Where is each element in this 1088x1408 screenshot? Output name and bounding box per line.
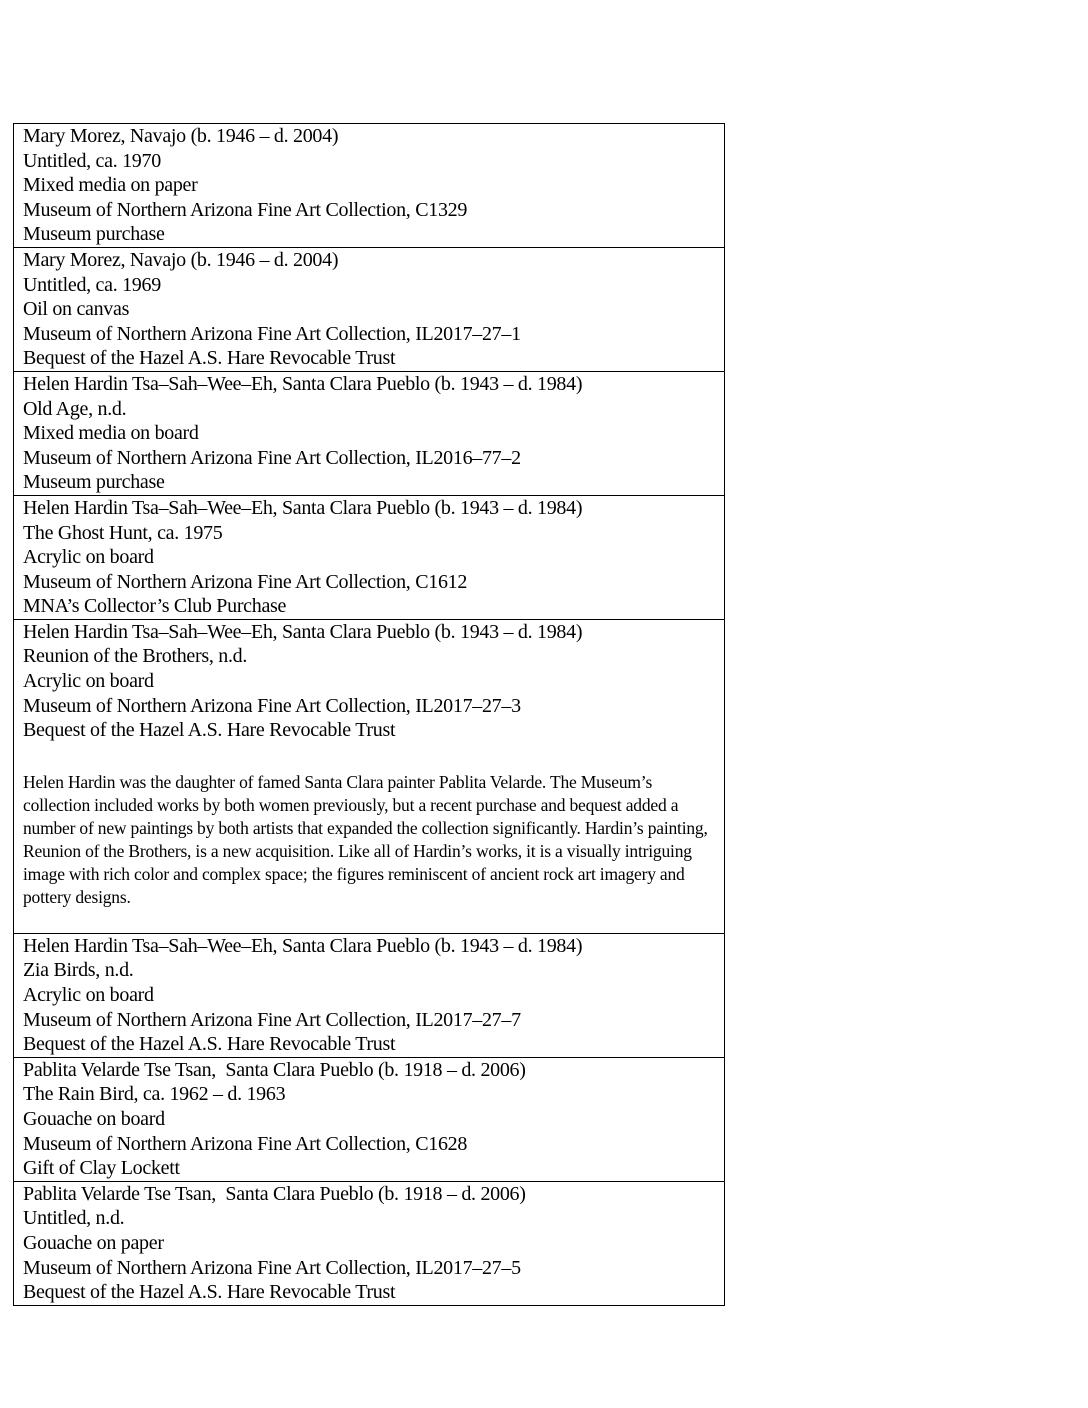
artist-line: Pablita Velarde Tse Tsan, Santa Clara Pueblo (b. 1918 – d. 2006): [23, 1058, 526, 1081]
collection-line: Museum of Northern Arizona Fine Art Collection, C1628: [23, 1132, 468, 1155]
collection-line: Museum of Northern Arizona Fine Art Collection, C1612: [23, 570, 468, 593]
title-line: Untitled, ca. 1969: [23, 273, 161, 296]
artwork-entry: [14, 1057, 724, 1181]
collection-line: Museum of Northern Arizona Fine Art Collection, IL2017–27–3: [23, 694, 521, 717]
medium-line: Mixed media on board: [23, 422, 199, 445]
collection-line: Museum of Northern Arizona Fine Art Collection, IL2017–27–7: [23, 1008, 521, 1031]
medium-line: Gouache on board: [23, 1108, 165, 1130]
artist-line: Helen Hardin Tsa–Sah–Wee–Eh, Santa Clara Pueblo (b. 1943 – d. 1984): [23, 372, 583, 395]
credit-line: Bequest of the Hazel A.S. Hare Revocable Trust: [23, 719, 396, 742]
title-line: Zia Birds, n.d.: [23, 959, 134, 982]
collection-line: Museum of Northern Arizona Fine Art Collection, C1329: [23, 198, 468, 221]
title-line: Old Age, n.d.: [23, 397, 127, 420]
title-line: Reunion of the Brothers, n.d.: [23, 645, 248, 668]
artist-line: Mary Morez, Navajo (b. 1946 – d. 2004): [23, 248, 339, 271]
artwork-entry: [14, 124, 724, 247]
artist-line: Helen Hardin Tsa–Sah–Wee–Eh, Santa Clara Pueblo (b. 1943 – d. 1984): [23, 934, 583, 957]
credit-line: Bequest of the Hazel A.S. Hare Revocable Trust: [23, 347, 396, 370]
artwork-entry: [14, 1181, 724, 1305]
medium-line: Acrylic on board: [23, 670, 154, 693]
credit-line: Bequest of the Hazel A.S. Hare Revocable Trust: [23, 1281, 396, 1304]
artwork-entry: [14, 371, 724, 495]
artist-line: Helen Hardin Tsa–Sah–Wee–Eh, Santa Clara Pueblo (b. 1943 – d. 1984): [23, 496, 583, 519]
credit-line: Museum purchase: [23, 471, 165, 494]
artist-line: Helen Hardin Tsa–Sah–Wee–Eh, Santa Clara Pueblo (b. 1943 – d. 1984): [23, 620, 583, 643]
artwork-description: Helen Hardin was the daughter of famed Santa Clara painter Pablita Velarde. The Museum’s collection included works by both women previously, but a recent purchase and bequest added a number of new paintings by both artists that expanded the collection significantly. Hardin’s painting, Reunion of the Brothers, is a new acquisition. Like all of Hardin’s works, it is a visually intriguing image with rich color and complex space; the figures reminiscent of ancient rock art imagery and pottery designs.: [23, 771, 708, 907]
credit-line: Bequest of the Hazel A.S. Hare Revocable Trust: [23, 1033, 396, 1056]
credit-line: Gift of Clay Lockett: [23, 1157, 180, 1180]
credit-line: Museum purchase: [23, 223, 165, 246]
artist-line: Pablita Velarde Tse Tsan, Santa Clara Pueblo (b. 1918 – d. 2006): [23, 1182, 526, 1205]
artwork-entry: [14, 247, 724, 371]
collection-line: Museum of Northern Arizona Fine Art Collection, IL2017–27–1: [23, 322, 521, 345]
title-line: The Rain Bird, ca. 1962 – d. 1963: [23, 1083, 286, 1106]
title-line: Untitled, ca. 1970: [23, 149, 161, 172]
artwork-label-table: [13, 123, 725, 1306]
artwork-entry: [14, 495, 724, 619]
artwork-entry: [14, 619, 724, 933]
collection-line: Museum of Northern Arizona Fine Art Collection, IL2016–77–2: [23, 446, 521, 469]
medium-line: Mixed media on paper: [23, 174, 198, 197]
title-line: The Ghost Hunt, ca. 1975: [23, 521, 223, 544]
collection-line: Museum of Northern Arizona Fine Art Collection, IL2017–27–5: [23, 1256, 521, 1279]
title-line: Untitled, n.d.: [23, 1207, 125, 1230]
medium-line: Acrylic on board: [23, 984, 154, 1007]
artwork-entry: [14, 933, 724, 1057]
medium-line: Gouache on paper: [23, 1231, 164, 1254]
artist-line: Mary Morez, Navajo (b. 1946 – d. 2004): [23, 125, 339, 147]
credit-line: MNA’s Collector’s Club Purchase: [23, 595, 287, 618]
medium-line: Oil on canvas: [23, 298, 130, 321]
medium-line: Acrylic on board: [23, 546, 154, 569]
